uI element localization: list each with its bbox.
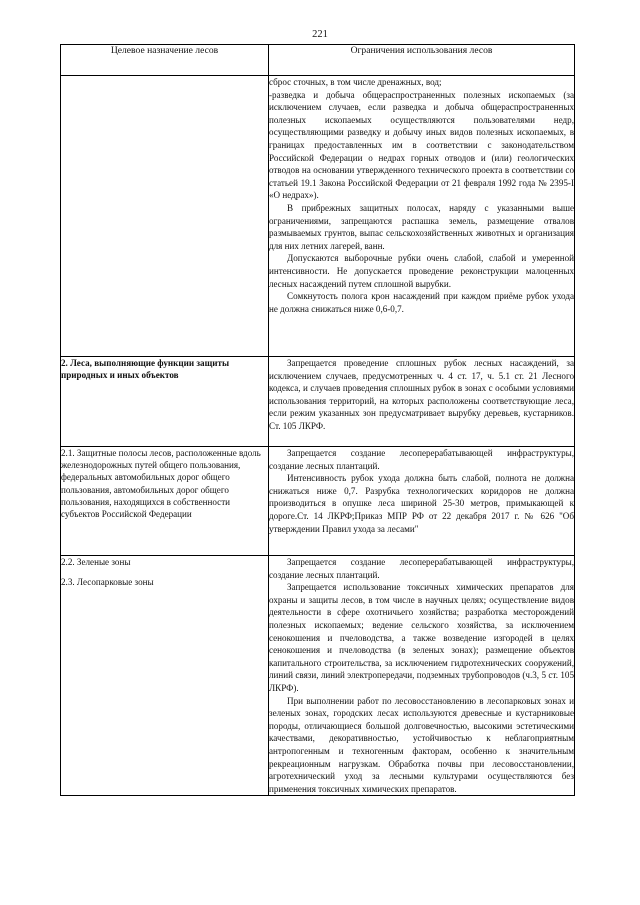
restriction-paragraph: Сомкнутость полога крон насаждений при каждом приёме рубок ухода не должна снижаться ниже 0,6-0,7. [269, 291, 574, 314]
forest-purpose-text: 2.2. Зеленые зоны [61, 557, 131, 567]
restriction-paragraph: Интенсивность рубок ухода должна быть слабой, полнота не должна снижаться ниже 0,7. Разрубка технологических коридоров не должна производиться в опушке леса шириной 25-30 метров, примыкающей к дороге.Ст. 14 ЛКРФ;Приказ МПР РФ от 22 декабря 2017 г. № 626 "Об утверждении Правил ухода за лесами" [269, 473, 574, 534]
use-restrictions-cell [269, 76, 575, 357]
table-row [61, 556, 575, 796]
use-restrictions-cell [269, 447, 575, 556]
header-use-restrictions: Ограничения использования лесов [269, 45, 575, 76]
forest-purpose-cell [61, 556, 269, 796]
forest-purpose-cell [61, 76, 269, 357]
forest-purpose-text: 2.1. Защитные полосы лесов, расположенные вдоль железнодорожных путей общего пользования, федеральных автомобильных дорог общего пользования, автомобильных дорог общего пользования, находящихся в собственности субъектов Российской Федерации [61, 448, 261, 520]
restriction-paragraph: В прибрежных защитных полосах, наряду с указанными выше ограничениями, запрещаются распашка земель, размещение отвалов размываемых грунтов, выпас сельскохозяйственных животных и организация для них летних лагерей, ванн. [269, 202, 574, 251]
restriction-paragraph: Запрещается создание лесоперерабатывающей инфраструктуры, создание лесных плантаций. [269, 448, 574, 471]
forest-purpose-cell [61, 357, 269, 447]
restriction-paragraph: Запрещается использование токсичных химических препаратов для охраны и защиты лесов, в том числе в научных целях; осуществление видов деятельности в сфере охотничьего хозяйства; разработка месторождений полезных ископаемых; ведение сельского хозяйства, за исключением сенокошения и пчеловодства, а также возведение изгородей в целях сенокошения и пчеловодства (в зеленых зонах); размещение объектов капитального строительства, за исключением гидротехнических сооружений, линий связи, линий электропередачи, подземных трубопроводов (ч.3, 5 ст. 105 ЛКРФ). [269, 582, 574, 693]
table-header-row [61, 45, 575, 76]
table-row [61, 76, 575, 357]
use-restrictions-cell [269, 357, 575, 447]
forest-purpose-text: 2. Леса, выполняющие функции защиты природных и иных объектов [61, 358, 230, 381]
restriction-paragraph: Запрещается проведение сплошных рубок лесных насаждений, за исключением случаев, предусмотренных ч. 4 ст. 17, ч. 5.1 ст. 21 Лесного кодекса, и случаев проведения сплошных рубок в зонах с особыми условиями использования территорий, на которых расположены соответствующие леса, если режим указанных зон предусматривает вырубку деревьев, кустарников. Ст. 105 ЛКРФ. [269, 358, 574, 431]
table-row [61, 357, 575, 447]
restriction-paragraph: сброс сточных, в том числе дренажных, вод; [269, 77, 442, 87]
header-forest-purpose: Целевое назначение лесов [61, 45, 269, 76]
restriction-paragraph: Допускаются выборочные рубки очень слабой, слабой и умеренной интенсивности. Не допускается проведение реконструкции малоценных лесных насаждений путем сплошной вырубки. [269, 253, 574, 289]
forest-purpose-text: 2.3. Лесопарковые зоны [61, 577, 154, 588]
page-number: 221 [312, 29, 328, 40]
restriction-paragraph: При выполнении работ по лесовосстановлению в лесопарковых зонах и зеленых зонах, городских лесах используются древесные и кустарниковые породы, отличающиеся большой долговечностью, высокими эстетическими качествами, декоративностью, устойчивостью к неблагоприятным антропогенным и техногенным факторам, особенно к значительным рекреационным нагрузкам. Обработка почвы при лесовосстановлении, агротехнический уход за лесными культурами осуществляются без применения токсичных химических препаратов. [269, 695, 574, 794]
forest-purpose-cell [61, 447, 269, 556]
restriction-paragraph: Запрещается создание лесоперерабатывающей инфраструктуры, создание лесных плантаций. [269, 557, 574, 580]
table-row [61, 447, 575, 556]
restriction-paragraph: -разведка и добыча общераспространенных полезных ископаемых (за исключением случаев, если разведка и добыча общераспространенных полезных ископаемых осуществляются пользователями недр, осуществляющими разведку и добычу иных видов полезных ископаемых, в границах предоставленных им в соответствии с законодательством Российской Федерации о недрах горных отводов и (или) геологических отводов на основании утвержденного технического проекта в соответствии со статьей 19.1 Закона Российской Федерации от 21 февраля 1992 года № 2395-I «О недрах»). [269, 89, 574, 201]
forest-use-restrictions-table [60, 44, 575, 796]
use-restrictions-cell [269, 556, 575, 796]
